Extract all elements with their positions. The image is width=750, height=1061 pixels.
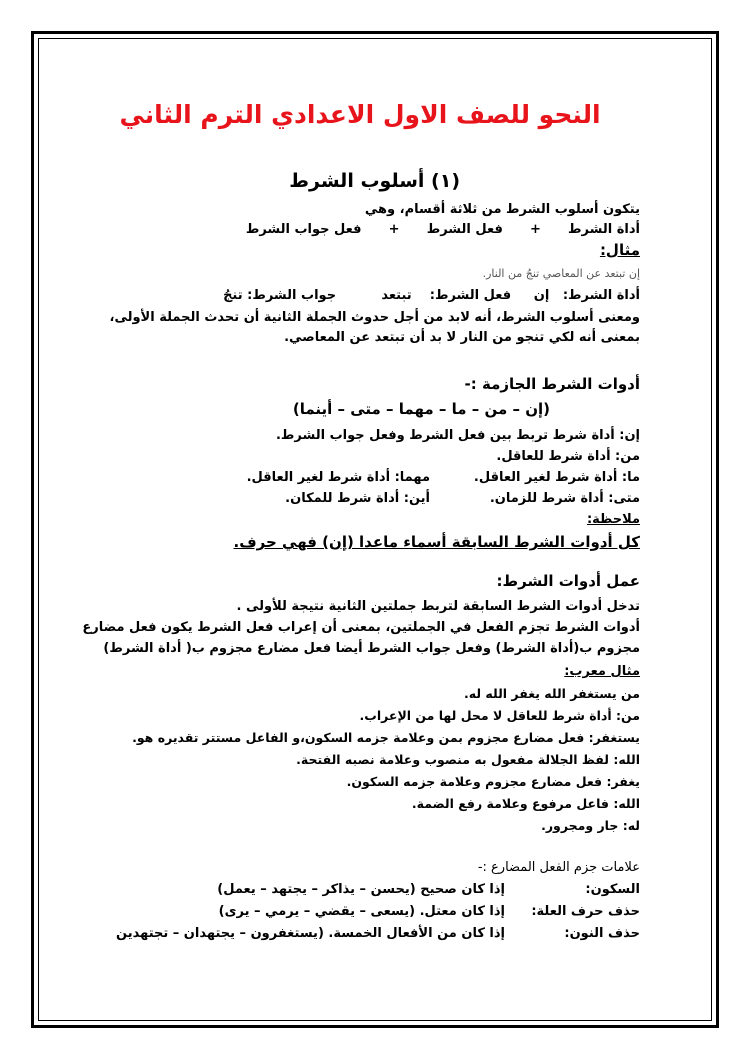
parse-allah-object: الله: لفظ الجلالة مفعول به منصوب وعلامة نصبه الفتحة. [296,752,640,767]
tool-mahma: مهما: أداة شرط لغير العاقل. [246,470,430,485]
jazm-illa-text: إذا كان معتل. (يسعى – يقضي – يرمي – يرى) [218,904,505,919]
meaning-line-2: بمعنى أنه لكي تنجو من النار لا بد أن تبتعد عن المعاصي. [284,330,640,345]
parsed-example-label: مثال معرب: [564,664,640,679]
tool-aynama: أين: أداة شرط للمكان. [285,491,430,506]
note-label: ملاحظة: [586,512,640,527]
jazm-sukun-label: السكون: [585,882,640,897]
section-heading-condition: (١) أسلوب الشرط [289,170,460,192]
jazm-sukun-text: إذا كان صحيح (يحسن – يذاكر – يجتهد – يعمل) [217,882,505,897]
page-title: النحو للصف الاول الاعدادي الترم الثاني [119,100,601,129]
parse-man: من: أداة شرط للعاقل لا محل لها من الإعراب. [359,708,640,723]
function-line-2: أدوات الشرط تجزم الفعل في الجملتين، بمعنى أن إعراب فعل الشرط يكون فعل مضارع [82,620,640,635]
jazm-nun-text: إذا كان من الأفعال الخمسة. (يستغفرون – يجتهدان – تجتهدين [116,926,505,941]
tool-man: من: أداة شرط للعاقل. [496,449,640,464]
example-label: مثال: [599,241,640,259]
function-line-3: مجزوم ب(أداة الشرط) وفعل جواب الشرط أيضا فعل مضارع مجزوم ب( أداة الشرط) [103,641,640,656]
example-sentence: إن تبتعد عن المعاصي تنجُ من النار. [482,267,640,280]
parsed-sentence: من يستغفر الله يغفر الله له. [464,686,640,701]
example-breakdown: أداة الشرط: إن فعل الشرط: تبتعد جواب الشرط: تنجُ [223,288,640,303]
function-line-1: تدخل أدوات الشرط السابقة لتربط جملتين الثانية نتيجة للأولى . [236,599,640,614]
section-heading-tools: أدوات الشرط الجازمة :- [464,375,640,393]
parse-lahu: له: جار ومجرور. [541,818,640,833]
tool-mata: متى: أداة شرط للزمان. [489,491,640,506]
section-heading-jazm-signs: علامات جزم الفعل المضارع :- [477,860,640,875]
tools-list: (إن – من – ما – مهما – متى – أينما) [292,400,550,418]
jazm-illa-label: حذف حرف العلة: [531,904,640,919]
parse-yastaghfir: يستغفر: فعل مضارع مجزوم بمن وعلامة جزمه السكون،و الفاعل مستتر تقديره هو. [132,730,640,745]
tool-ma: ما: أداة شرط لغير العاقل. [473,470,640,485]
section-heading-function: عمل أدوات الشرط: [496,572,640,590]
jazm-nun-label: حذف النون: [564,926,640,941]
document-page [80,90,640,990]
meaning-line-1: ومعنى أسلوب الشرط، أنه لابد من أجل حدوث الجملة الثانية أن تحدث الجملة الأولى، [109,310,640,325]
note-text: كل أدوات الشرط السابقة أسماء ماعدا (إن) فهي حرف. [233,533,640,551]
parse-allah-subject: الله: فاعل مرفوع وعلامة رفع الضمة. [411,796,640,811]
condition-parts: أداة الشرط + فعل الشرط + فعل جواب الشرط [245,222,640,237]
tool-in: إن: أداة شرط تربط بين فعل الشرط وفعل جواب الشرط. [275,428,640,443]
intro-text: يتكون أسلوب الشرط من ثلاثة أقسام، وهي [364,202,640,217]
parse-yaghfir: يغفر: فعل مضارع مجزوم وعلامة جزمه السكون. [346,774,640,789]
